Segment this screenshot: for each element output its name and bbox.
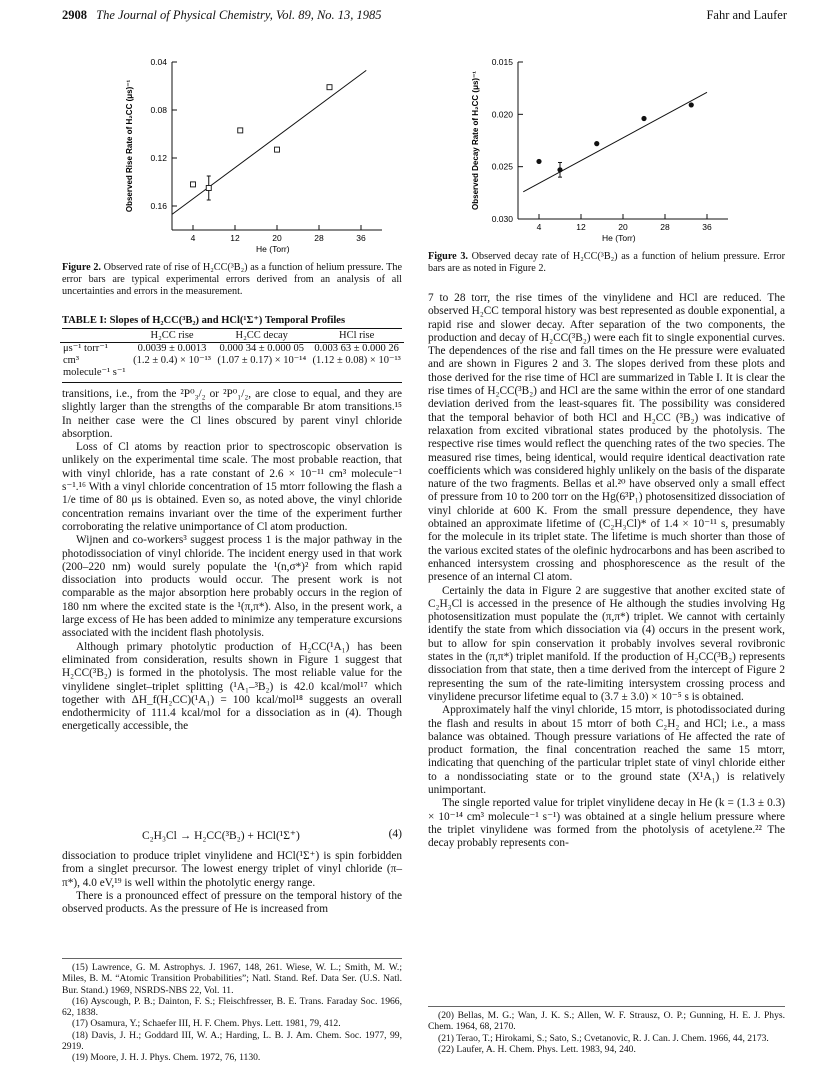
figure-2-chart (62, 52, 402, 257)
footnote: (16) Ayscough, P. B.; Dainton, F. S.; Fleischfresser, B. E. Trans. Faraday Soc. 1966, 62, 1838. (62, 995, 402, 1019)
running-authors: Fahr and Laufer (706, 8, 787, 22)
x-tick-label: 28 (660, 222, 670, 232)
data-point (689, 102, 694, 107)
body-paragraph: Although primary photolytic production of H₂CC(¹A₁) has been eliminated from consideration, results shown in Figure 1 suggest that H₂CC(³B₂) is formed in the photolysis. The most reliable value for the vinylidene singlet–triplet splitting (¹A₁–³B₂) is 42.0 kcal/mol¹⁷ which together with ΔH_f(H₂CC)(¹A₁) = 100 kcal/mol¹⁸ suggests an overall endothermicity of 111.4 kcal/mol for a dissociation as in (4). Though energetically accessible, the (62, 640, 402, 733)
y-tick-label: 0.030 (491, 214, 513, 224)
body-paragraph: dissociation to produce triplet vinylidene and HCl(¹Σ⁺) is spin forbidden from a singlet precursor. The lowest energy triplet of vinyl chloride (π–π*), 4.0 eV,¹⁹ is well within the photolytic energy range. (62, 850, 402, 889)
data-point (206, 186, 211, 191)
footnote: (22) Laufer, A. H. Chem. Phys. Lett. 1983, 94, 240. (438, 1043, 636, 1055)
y-tick-label: 0.08 (150, 105, 167, 115)
y-tick-label: 0.025 (491, 161, 513, 172)
table-1-header-cell: H₂CC rise (150, 330, 194, 341)
figure-3-chart (428, 52, 785, 248)
footnote: (20) Bellas, M. G.; Wan, J. K. S.; Allen, W. F. Strausz, O. P.; Gunning, H. E. J. Phys. Chem. 1964, 68, 2170. (428, 1010, 785, 1033)
y-tick-label: 0.12 (150, 153, 167, 163)
figure-2-svg (62, 52, 402, 257)
body-paragraph: Loss of Cl atoms by reaction prior to spectroscopic observation is unlikely on the experimental time scale. The most probable reaction, that with vinyl chloride, has a rate constant of 2.6 × 10⁻¹¹ cm³ molecule⁻¹ s⁻¹.¹⁶ With a vinyl chloride concentration of 15 mtorr following the flash a 1/e time of 80 μs is obtained. Even so, as noted above, the vinyl chloride concentration remains invariant over the time of the experiment further corroborating the relative unimportance of Cl atom production. (62, 441, 402, 533)
x-tick-label: 4 (536, 222, 542, 232)
table-1-header-row (60, 330, 404, 343)
fit-line (523, 92, 707, 191)
body-paragraph: transitions, i.e., from the ²P⁰₃/₂ or ²P⁰₁/₂, are close to equal, and they are slightly larger than the strengths of the comparable Br atom transitions.¹⁵ In neither case were the Cl lines obscured by parent vinyl chloride absorption. (62, 388, 402, 440)
table-1-row (60, 343, 404, 356)
figure-3-caption-label: Figure 3. (428, 251, 468, 262)
footnote: (18) Davis, J. H.; Goddard III, W. A.; Harding, L. B. J. Am. Chem. Soc. 1977, 99, 2919. (62, 1029, 402, 1053)
data-point (536, 159, 541, 164)
footnote: (17) Osamura, Y.; Schaefer III, H. F. Chem. Phys. Lett. 1981, 79, 412. (72, 1018, 341, 1030)
footnote-rule-right (428, 1006, 785, 1007)
figure-2-caption (62, 262, 402, 298)
left-column-body (62, 388, 402, 734)
footnote: (21) Terao, T.; Hirokami, S.; Sato, S.; Cvetanovic, R. J. Can. J. Chem. 1966, 44, 2173. (438, 1032, 769, 1044)
figure-3-caption (428, 251, 785, 275)
figure-2-caption-label: Figure 2. (62, 262, 101, 273)
body-paragraph: The single reported value for triplet vinylidene decay in He (k = (1.3 ± 0.3) × 10⁻¹⁴ cm³ molecule⁻¹ s⁻¹) was obtained at a single helium pressure where the triplet vinylidene was formed from the photolysis of acetylene.²² The decay probably represents con- (428, 797, 785, 850)
x-tick-label: 28 (314, 233, 324, 243)
data-point (238, 128, 243, 133)
table-1-cell: 0.0039 ± 0.0013 (137, 343, 207, 354)
table-1-cell: (1.07 ± 0.17) × 10⁻¹⁴ (217, 355, 307, 366)
x-tick-label: 36 (702, 222, 712, 232)
table-1-cell: (1.2 ± 0.4) × 10⁻¹³ (133, 355, 211, 366)
footnotes-right (428, 1010, 785, 1055)
y-tick-label: 0.020 (491, 109, 513, 120)
y-tick-label: 0.015 (491, 57, 513, 67)
footnotes-left (62, 962, 402, 1064)
x-tick-label: 4 (190, 233, 196, 243)
journal-title: The Journal of Physical Chemistry, Vol. 89, No. 13, 1985 (96, 8, 382, 22)
page-header (62, 8, 787, 26)
data-point (327, 85, 332, 90)
table-1-header-cell: HCl rise (339, 330, 375, 341)
body-paragraph: Approximately half the vinyl chloride, 15 mtorr, is photodissociated during the flash and results in about 15 mtorr of both C₂H₂ and HCl; i.e., a mass balance was obtained. Though pressure variations of He affected the rate of product formation, the final concentration reached the same 15 mtorr, indicating that quenching of the particular triplet state of vinyl chloride either to a nondissociating state or to the ground state (X¹A₁) is relatively unimportant. (428, 704, 785, 796)
y-axis-label: Observed Rise Rate of H₂CC (μs)⁻¹ (125, 79, 134, 213)
x-axis-label: He (Torr) (602, 233, 636, 243)
left-column-body-2 (62, 850, 402, 916)
x-tick-label: 36 (356, 233, 366, 243)
figure-3-caption-text: Observed decay rate of H₂CC(³B₂) as a function of helium pressure. Error bars are as noted in Figure 2. (428, 251, 785, 274)
footnote: (15) Lawrence, G. M. Astrophys. J. 1967, 148, 261. Wiese, W. L.; Smith, M. W.; Miles, B. M. “Atomic Transition Probabilities”; Natl. Stand. Ref. Data Ser. (U.S. Natl. Bur. Stand.) 1969, NSRDS-NBS 22, Vol. 11. (62, 962, 402, 996)
table-1-top-rule (62, 328, 402, 329)
data-point (275, 147, 280, 152)
table-1-bottom-rule (62, 382, 402, 383)
x-tick-label: 12 (230, 233, 240, 243)
data-point (191, 182, 196, 187)
body-paragraph: Wijnen and co-workers³ suggest process 1 is the major pathway in the photodissociation of vinyl chloride. The incident energy used in that work (200–220 nm) would surely populate the ¹(n,σ*)² from which rapid dissociation into products would occur. The present work is not comparable as the major absorption here probably occurs in the region of 180 nm where the excited state is the ¹(π,π*). Also, in the present work, a large excess of He has been added to minimize any temperature excursions associated with the incident flash photolysis. (62, 534, 402, 640)
x-axis-label: He (Torr) (256, 244, 290, 254)
y-axis-label: Observed Decay Rate of H₂CC (μs)⁻¹ (471, 71, 480, 210)
x-tick-label: 20 (618, 222, 628, 232)
fit-line (172, 70, 366, 214)
table-1-cell: (1.12 ± 0.08) × 10⁻¹³ (312, 355, 401, 366)
body-paragraph: 7 to 28 torr, the rise times of the vinylidene and HCl are reduced. The observed H₂CC temporal history was best represented as double exponential, a rapid rise and slower decay. After separation of the two components, the production and decay of H₂CC(³B₂) were each fit to single exponential curves. The dependences of the rise and fall times on the He pressure were evaluated and are shown in Figures 2 and 3. The slopes derived from these plots and those derived for the rise time of HCl are summarized in Table I. It is clear the rise times of H₂CC(³B₂) and HCl are the same within the error of one standard deviation derived from the least-squares fit. The possibility was considered that the temporal behavior of both HCl and H₂CC (³B₂) was indicative of relaxation from excited vibrational states produced by the photolysis. The respective rise times would reflect the quenching rates of the two species. The measured rise times, being identical, would require identical deactivation rate coefficients which was considered highly unlikely on the basis of the disparate nature of the two fragments. Bellas et al.²⁰ have observed only a small effect of pressure from 10 to 200 torr on the Hg(6³P₁) photosensitized dissociation of vinyl chloride at 600 K. From the small pressure dependence, they have obtained an approximate lifetime of (C₂H₃Cl)* of 1.4 × 10⁻¹¹ s, presumably for the molecule in its triplet state. The lifetime is much shorter than those of the various excited states of the olefinic hydrocarbons and has been ascribed to enhanced intersystem crossing and phosphorescence as the result of the presence of an internal Cl atom. (428, 292, 785, 584)
table-1 (60, 330, 404, 379)
table-1-cell: 0.003 63 ± 0.000 26 (314, 343, 399, 354)
data-point (641, 116, 646, 121)
right-column-body (428, 292, 785, 850)
data-point (557, 167, 562, 172)
body-paragraph: Certainly the data in Figure 2 are suggestive that another excited state of C₂H₃Cl is accessed in the presence of He although the studies involving Hg photosensitization must populate the (π,π*) triplet. We cannot with certainly identify the state from which dissociation via (4) occurs in the present work, but to allow for spin conservation it probably involves several rovibronic states in the (π,π*) triplet manifold. If the production of H₂CC(³B₂) represents dissociation from that state, then a time derived from the intercept of Figure 2 representing the sum of the rate-limiting intersystem crossing process and vinylidene precursor lifetime equal to (3.7 ± 3.0) × 10⁻⁵ s is obtained. (428, 584, 785, 703)
table-1-cell: cm³ molecule⁻¹ s⁻¹ (63, 355, 126, 378)
table-1-header-cell (60, 330, 130, 343)
x-tick-label: 12 (576, 222, 586, 232)
y-tick-label: 0.04 (150, 57, 167, 67)
y-tick-label: 0.16 (150, 201, 167, 211)
table-1-title: TABLE I: Slopes of H₂CC(³B₂) and HCl(¹Σ⁺) Temporal Profiles (62, 315, 346, 326)
data-point (594, 141, 599, 146)
body-paragraph: There is a pronounced effect of pressure on the temporal history of the observed products. As the pressure of He is increased from (62, 889, 402, 916)
figure-3-svg (428, 52, 785, 248)
table-1-header-cell: H₂CC decay (235, 330, 288, 341)
page-number: 2908 (62, 8, 87, 22)
table-1-cell: 0.000 34 ± 0.000 05 (219, 343, 304, 354)
equation-text: C₂H₃Cl → H₂CC(³B₂) + HCl(¹Σ⁺) (142, 830, 300, 842)
figure-2-caption-text: Observed rate of rise of H₂CC(³B₂) as a function of helium pressure. The error bars are typical experimental errors derived from an analysis of all uncertainties and errors in the measurement. (62, 262, 402, 297)
table-1-cell: μs⁻¹ torr⁻¹ (63, 343, 108, 354)
footnote-rule-left (62, 958, 402, 959)
table-1-row (60, 355, 404, 379)
footnote: (19) Moore, J. H. J. Phys. Chem. 1972, 76, 1130. (72, 1052, 261, 1064)
equation-number: (4) (388, 828, 402, 840)
x-tick-label: 20 (272, 233, 282, 243)
